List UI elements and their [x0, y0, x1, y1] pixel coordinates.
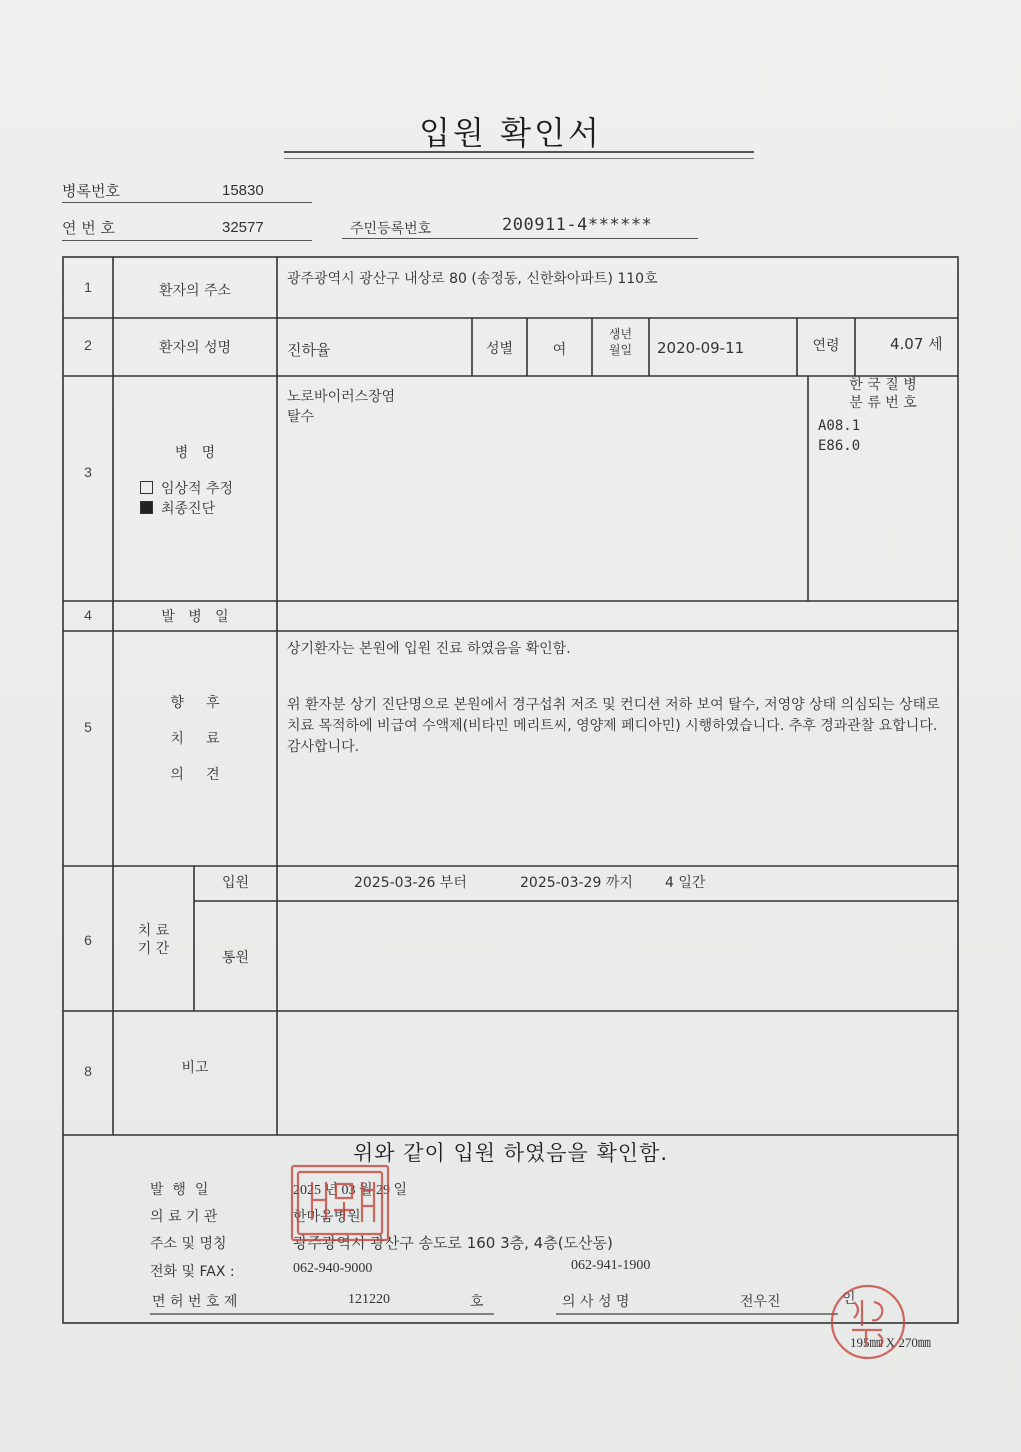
diagnosis-line-1: 노로바이러스장염 [287, 389, 396, 405]
outpatient-label: 통원 [221, 950, 250, 966]
age-label: 연령 [812, 338, 840, 354]
kcd-code-2: E86.0 [818, 438, 861, 454]
doctor-seal-mark: 인 [842, 1291, 856, 1307]
issue-date-label: 발 행 일 [150, 1182, 209, 1198]
onset-date-label: 발 병 일 [161, 609, 229, 625]
option-final-diagnosis [140, 498, 215, 518]
checkbox-final-diagnosis [140, 501, 153, 514]
diagnosis-line-2: 탈수 [287, 409, 315, 425]
patient-name: 진하율 [287, 341, 331, 359]
kcd-header-line-1: 한 국 질 병 [849, 377, 917, 393]
tel-fax-label: 전화 및 FAX : [150, 1264, 235, 1280]
serial-no-value: 32577 [222, 219, 264, 236]
record-no-label: 병록번호 [62, 182, 120, 200]
doctor-name: 전우진 [740, 1294, 781, 1310]
address-name-label: 주소 및 명칭 [150, 1236, 227, 1252]
treatment-period-label [113, 922, 194, 958]
address-label: 환자의 주소 [158, 283, 232, 299]
dob-label [592, 326, 649, 358]
option-final-diagnosis-label: 최종진단 [161, 501, 216, 517]
document-title: 입원 확인서 [419, 114, 602, 152]
institution-label: 의 료 기 관 [150, 1209, 218, 1225]
treatment-period-label-2: 기 간 [137, 941, 170, 957]
dob-label-line-1: 생년 [608, 327, 633, 341]
opinion-label-1: 향 후 [170, 695, 220, 711]
kcd-code-1: A08.1 [818, 418, 861, 434]
kcd-code-header [808, 376, 958, 412]
license-label: 면 허 번 호 제 [152, 1294, 238, 1310]
treatment-period-label-1: 치 료 [137, 923, 170, 939]
serial-no-label: 연 번 호 [62, 219, 116, 237]
sex-value: 여 [552, 342, 567, 358]
row-5-number: 5 [84, 719, 92, 735]
row-6-number: 6 [84, 932, 92, 948]
rrn-value: 200911-4****** [502, 215, 653, 235]
tel-value: 062-940-9000 [293, 1261, 373, 1276]
inpatient-end: 2025-03-29 까지 [520, 875, 633, 891]
paper-size-note: 195㎜ X 270㎜ [850, 1335, 931, 1350]
patient-address: 광주광역시 광산구 내상로 80 (송정동, 신한화아파트) 110호 [287, 271, 658, 287]
doctor-seal-stamp [826, 1280, 910, 1364]
opinion-label-2: 치 료 [170, 731, 220, 747]
age-value: 4.07 세 [890, 335, 943, 353]
diagnosis-label: 병 명 [174, 445, 216, 461]
inpatient-days: 4 일간 [665, 875, 706, 891]
sex-label: 성별 [485, 341, 514, 357]
opinion-label-3: 의 견 [170, 767, 220, 783]
opinion-detail: 위 환자분 상기 진단명으로 본원에서 경구섭취 저조 및 컨디션 저하 보여 탈수, 저영양 상태 의심되는 상태로 치료 목적하에 비급여 수액제(비타민 메리트씨, 영양제 페디아민) 시행하였습니다. 추후 경과관찰 요합니다. 감사합니다. [287, 697, 940, 755]
doctor-name-label: 의 사 성 명 [562, 1294, 630, 1310]
dob-value: 2020-09-11 [657, 339, 745, 357]
kcd-header-line-2: 분 류 번 호 [849, 395, 917, 411]
row-4-number: 4 [84, 607, 92, 623]
record-no-value: 15830 [222, 182, 264, 199]
institution-name: 한마음병원 [293, 1209, 361, 1225]
license-suffix: 호 [470, 1294, 484, 1310]
opinion-confirmation: 상기환자는 본원에 입원 진료 하였음을 확인함. [287, 641, 571, 657]
inpatient-label: 입원 [221, 875, 250, 891]
admission-confirmation-statement: 위와 같이 입원 하였음을 확인함. [352, 1141, 669, 1165]
rrn-label: 주민등록번호 [350, 221, 432, 237]
remarks-label: 비고 [181, 1060, 209, 1076]
hospital-seal-stamp [286, 1160, 396, 1248]
option-clinical-estimate [140, 478, 233, 498]
row-2-number: 2 [84, 337, 92, 353]
row-3-number: 3 [84, 464, 92, 480]
row-8-number: 8 [84, 1063, 92, 1079]
inpatient-start: 2025-03-26 부터 [354, 875, 467, 891]
license-number: 121220 [348, 1292, 390, 1307]
name-label: 환자의 성명 [158, 340, 232, 356]
option-clinical-estimate-label: 임상적 추정 [161, 481, 234, 497]
fax-value: 062-941-1900 [571, 1258, 651, 1273]
checkbox-clinical-estimate [140, 481, 153, 494]
institution-address: 광주광역시 광산구 송도로 160 3층, 4층(도산동) [293, 1234, 613, 1252]
row-1-number: 1 [84, 279, 92, 295]
issue-date-value: 2025 년 03 월 29 일 [293, 1183, 408, 1198]
dob-label-line-2: 월일 [608, 343, 633, 357]
